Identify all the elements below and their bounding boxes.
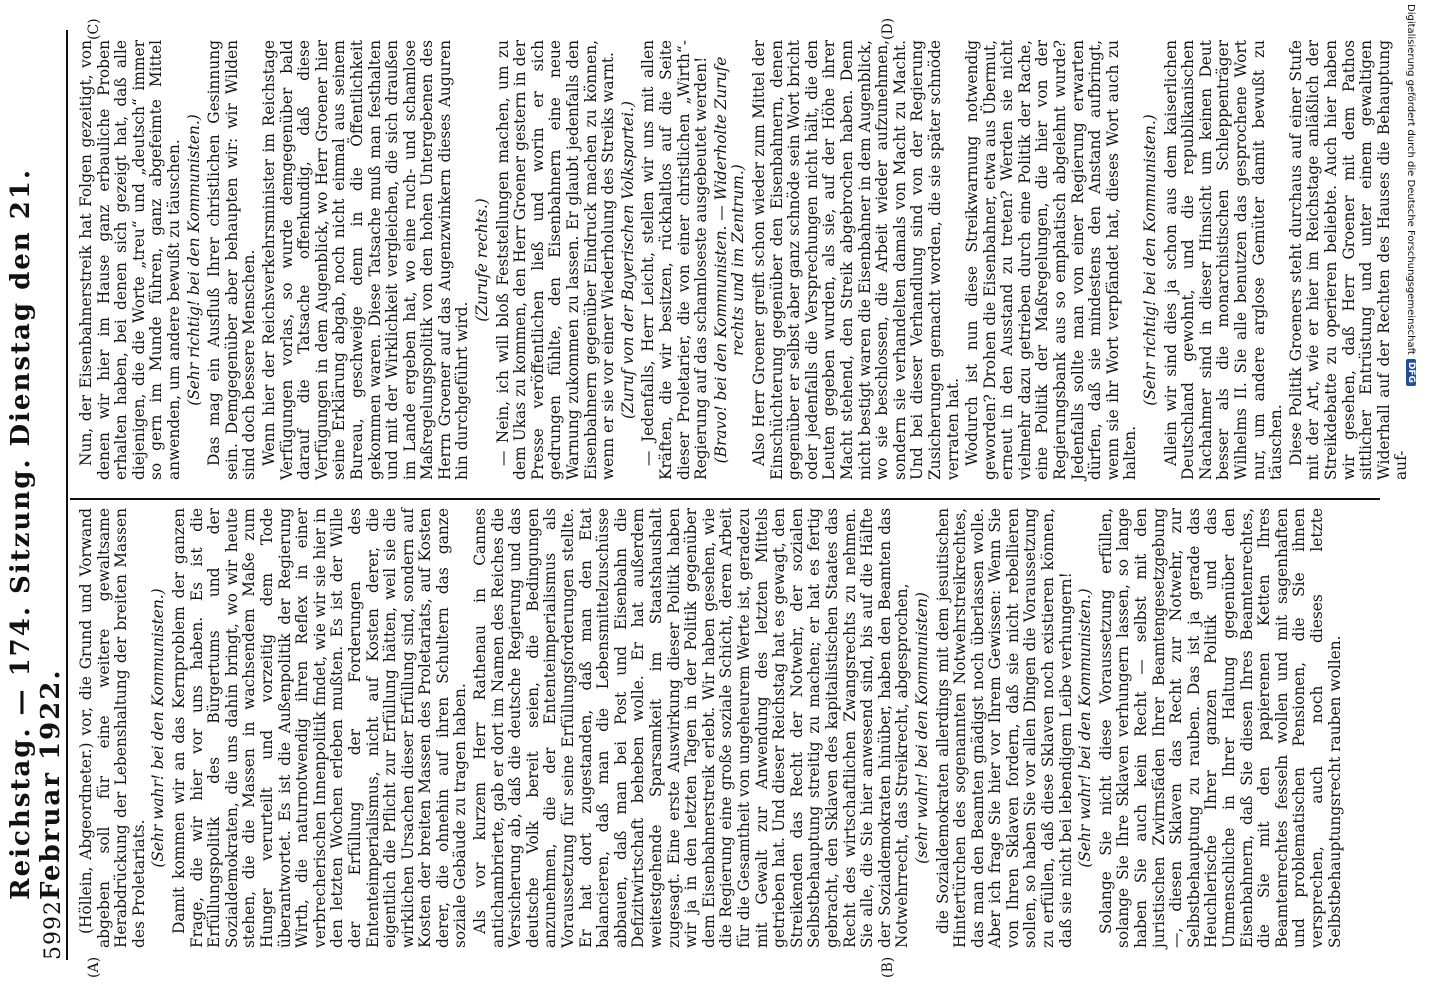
paragraph: Damit kommen wir an das Kernproblem der ganzen Frage, die wir hier vor uns haben. Es ist die Erfüllungspolitik des Bürgertums und der Sozialdemokraten, die uns dahin bringt, wo wir heute stehen, die die Massen in wachsendem Maße zum Hunger verurteilt und vorzeitig dem Tode überantwortet. Es ist die Außenpolitik der Regierung Wirth, die naturnotwendig ihren Reflex in einer verbrecherischen Innenpolitik findet, wie wir sie hier in den letzten Wochen erleben mußten. Es ist der Wille der Erfüllung der Forderungen des Ententeimperialismus, nicht auf Kosten derer, die eigentlich die Pflicht zur Erfüllung hätten, weil sie die wirklichen Ursachen dieser Erfüllung sind, sondern auf Kosten der breiten Massen des Proletariats, auf Kosten derer, die ohnehin auf ihren Schultern das ganze soziale Gebäude zu tragen haben. — [169, 508, 470, 948]
margin-mark-b: (B) — [880, 956, 896, 978]
interjection: (Bravo! bei den Kommunisten. — Widerholte Zurufe rechts und im Zentrum.) — [711, 56, 748, 464]
paragraph: Wodurch ist nun diese Streikwarnung notwendig geworden? Drohen die Eisenbahner, etwa aus Übermut, erneut in den Ausstand zu treten? Werden sie nicht vielmehr dazu getrieben durch eine Politik der Rache, eine Politik der Maßregelungen, die hier von der Regierungsbank aus so emphatisch abgelehnt wurde? Jedenfalls sollte man von einer Regierung erwarten dürfen, daß sie mindestens den Anstand aufbringt, wenn sie ihr Wort verpfändet hat, dieses Wort auch zu halten. — [963, 40, 1140, 480]
interjection: (Sehr richtig! bei den Kommunisten.) — [1141, 114, 1160, 406]
interjection: (Sehr richtig! bei den Kommunisten.) — [184, 114, 203, 406]
page-title: Reichstag. — 174. Sitzung. Dienstag den 21. Februar 1922. — [6, 168, 66, 900]
interjection: (sehr wahr! bei den Kommunisten) — [912, 592, 931, 864]
interjection: (Sehr wahr! bei den Kommunisten.) — [1076, 588, 1095, 868]
credit-text: Digitalisierung gefördert durch die Deutsche Forschungsgemeinschaft — [1405, 4, 1417, 355]
paragraph: Das mag ein Ausfluß Ihrer christlichen Gesinnung sein. Demgegenüber aber behaupten wir: wir Wilden sind doch bessere Menschen. — [205, 40, 259, 480]
paragraph: Wenn hier der Reichsverkehrsminister im Reichstage Verfügungen vorlas, so wurde demgegenüber bald darauf die Tatsache offenkundig, daß diese Verfügungen in dem Augenblick, wo Herr Groener hier seine Erklärung abgab, noch nicht einmal aus seinem Bureau, geschweige denn in die Öffentlichkeit gekommen waren. Diese Tatsache muß man festhalten und mit der Wirklichkeit vergleichen, die sich draußen im Lande ergeben hat, wo eine ruch- und schamlose Maßregelungspolitik von den hohen Untergebenen des Herrn Groener auf das Augenzwinkern dieses Auguren hin durchgeführt wird. — [259, 40, 472, 480]
left-text-column — [78, 508, 1380, 948]
interjection: (Zurufe rechts.) — [473, 198, 492, 322]
paragraph: — Jedenfalls, Herr Leicht, stellen wir uns mit allen Kräften, die wir besitzen, rückhaltlos auf die Seite dieser Proletarier, die von einer christlichen „Wirth“-Regierung auf das schamloseste ausgebeutet werden! — [639, 40, 711, 480]
paragraph: Allein wir sind dies ja schon aus dem kaiserlichen Deutschland gewohnt, und die republikanischen Nachahmer sind in dieser Hinsicht um keinen Deut besser als die monarchistischen Schleppenträger Wilhelms II. Sie alle benutzen das gesprochene Wort nur, um andere arglose Gemüter damit bewußt zu täuschen. — [1161, 40, 1286, 480]
paragraph: Diese Politik Groeners steht durchaus auf einer Stufe mit der Art, wie er hier im Reichstage anläßlich der Streikdebatte zu operieren beliebte. Auch hier haben wir gesehen, daß Herr Groener mit dem Pathos sittlicher Entrüstung und unter einem gewaltigen Widerhall auf der Rechten des Hauses die Behauptung auf- — [1286, 40, 1411, 480]
page-number: 5992 — [41, 900, 66, 960]
margin-mark-c: (C) — [86, 18, 102, 40]
column-divider — [70, 498, 1380, 500]
paragraph: — Nein, ich will bloß Feststellungen machen, um zu dem Ukas zu kommen, den Herr Groener gestern in der Presse veröffentlichen ließ und worin er sich gedrungen fühlte, den Eisenbahnern eine neue Warnung zukommen zu lassen. Er glaubt jedenfalls den Eisenbahnern gegenüber Eindruck machen zu können, wenn er sie vor einer Wiederholung des Streiks warnt. — [493, 40, 618, 480]
digitization-credit — [1404, 4, 1418, 996]
paragraph: (Höllein, Abgeordneter.) vor, die Grund und Vorwand abgeben soll für eine weitere gewaltsame Herabdrückung der Lebenshaltung der breiten Massen des Proletariats. — [77, 508, 148, 948]
paragraph: Also Herr Groener greift schon wieder zum Mittel der Einschüchterung gegenüber den Eisenbahnern, denen gegenüber er selbst aber ganz schnöde sein Wort bricht oder jedenfalls die Versprechungen nicht hält, die den Leuten gegeben wurden, als sie, auf der Höhe ihrer Macht stehend, den Streik abgebrochen haben. Denn nicht bestigt waren die Eisenbahner in dem Augenblick, wo sie beschlossen, die Arbeit wieder aufzunehmen, sondern sie verhandelten damals von Macht zu Macht. Und bei dieser Verhandlung sind von der Regierung Zusicherungen gemacht worden, die sie später schnöde verraten hat. — [749, 40, 962, 480]
margin-mark-a: (A) — [86, 956, 102, 978]
paragraph: die Sozialdemokraten allerdings mit dem jesuitischen Hintertürchen des sogenannten Notwehrstreikrechtes, das man den Beamten gnädigst noch überlassen wolle. Aber ich frage Sie hier vor Ihrem Gewissen: Wenn Sie von Ihren Sklaven fordern, daß sie nicht rebellieren sollen, so haben Sie vor allen Dingen die Voraussetzung zu erfüllen, daß diese Sklaven noch existieren können, daß sie nicht bei lebendigem Leibe verhungern! — [933, 508, 1075, 948]
paragraph: Nun, der Eisenbahnerstreik hat Folgen gezeitigt, von denen wir hier im Hause ganz erbauliche Proben erhalten haben, bei denen sich gezeigt hat, daß alle diejenigen, die die Worte „treu“ und „deutsch“ immer so gern im Munde führen, ganz abgefeimte Mittel anwenden, um andere bewußt zu täuschen. — [77, 40, 183, 480]
margin-mark-d: (D) — [880, 17, 896, 40]
interjection: (Zuruf von der Bayerischen Volkspartei.) — [618, 101, 637, 419]
interjection: (Sehr wahr! bei den Kommunisten.) — [149, 588, 168, 868]
paragraph: Solange Sie nicht diese Voraussetzung erfüllen, solange Sie Ihre Sklaven verhungern lassen, so lange haben Sie auch kein Recht — selbst mit den juristischen Zwirnsfäden Ihrer Beamtengesetzgebung —, diesen Sklaven das Recht zur Notwehr, zur Selbstbehauptung zu rauben. Das ist ja gerade das Heuchlerische Ihrer ganzen Politik und das Unmenschliche in Ihrer Haltung gegenüber den Eisenbahnern, daß Sie diesen Ihres Beamtenrechtes, die Sie mit den papierenen Ketten Ihres Beamtenrechtes fesseln wollen und mit sagenhaften und problematischen Pensionen, die Sie ihnen versprechen, auch noch dieses letzte Selbstbehauptungsrecht rauben wollen. — [1096, 508, 1344, 948]
paragraph: Als vor kurzem Herr Rathenau in Cannes antichambrierte, gab er dort im Namen des Reiches die Versicherung ab, daß die deutsche Regierung und das deutsche Volk bereit seien, die Bedingungen anzunehmen, die der Ententeimperialismus als Voraussetzung für seine Erfüllungsforderungen stellte. Er hat dort zugestanden, daß man den Etat balancieren, daß man die Lebensmittelzuschüsse abbauen, daß man bei Post und Eisenbahn die Defizitwirtschaft beheben wolle. Er hat außerdem weitestgehende Sparsamkeit im Staatshaushalt zugesagt. Eine erste Auswirkung dieser Politik haben wir ja in den letzten Tagen in der Politik gegenüber dem Eisenbahnerstreik erlebt. Wir haben gesehen, wie die Regierung eine große soziale Schicht, deren Arbeit für die Gesamtheit von ungeheurem Werte ist, geradezu mit Gewalt zur Anwendung des letzten Mittels getrieben hat. Und dieser Reichstag hat es gewagt, den Streikenden das Recht der Notwehr, der sozialen Selbstbehauptung streitig zu machen; er hat es fertig gebracht, den Sklaven des kapitalistischen Staates das Recht des wirtschaftlichen Zwangsrechts zu nehmen. Sie alle, die Sie hier anwesend sind, bis auf die Hälfte der Sozialdemokraten hinüber, haben den Beamten das Notwehrrecht, das Streikrecht, abgesprochen, — [471, 508, 912, 948]
dfg-logo: DFG — [1406, 359, 1416, 386]
running-header — [6, 30, 68, 960]
